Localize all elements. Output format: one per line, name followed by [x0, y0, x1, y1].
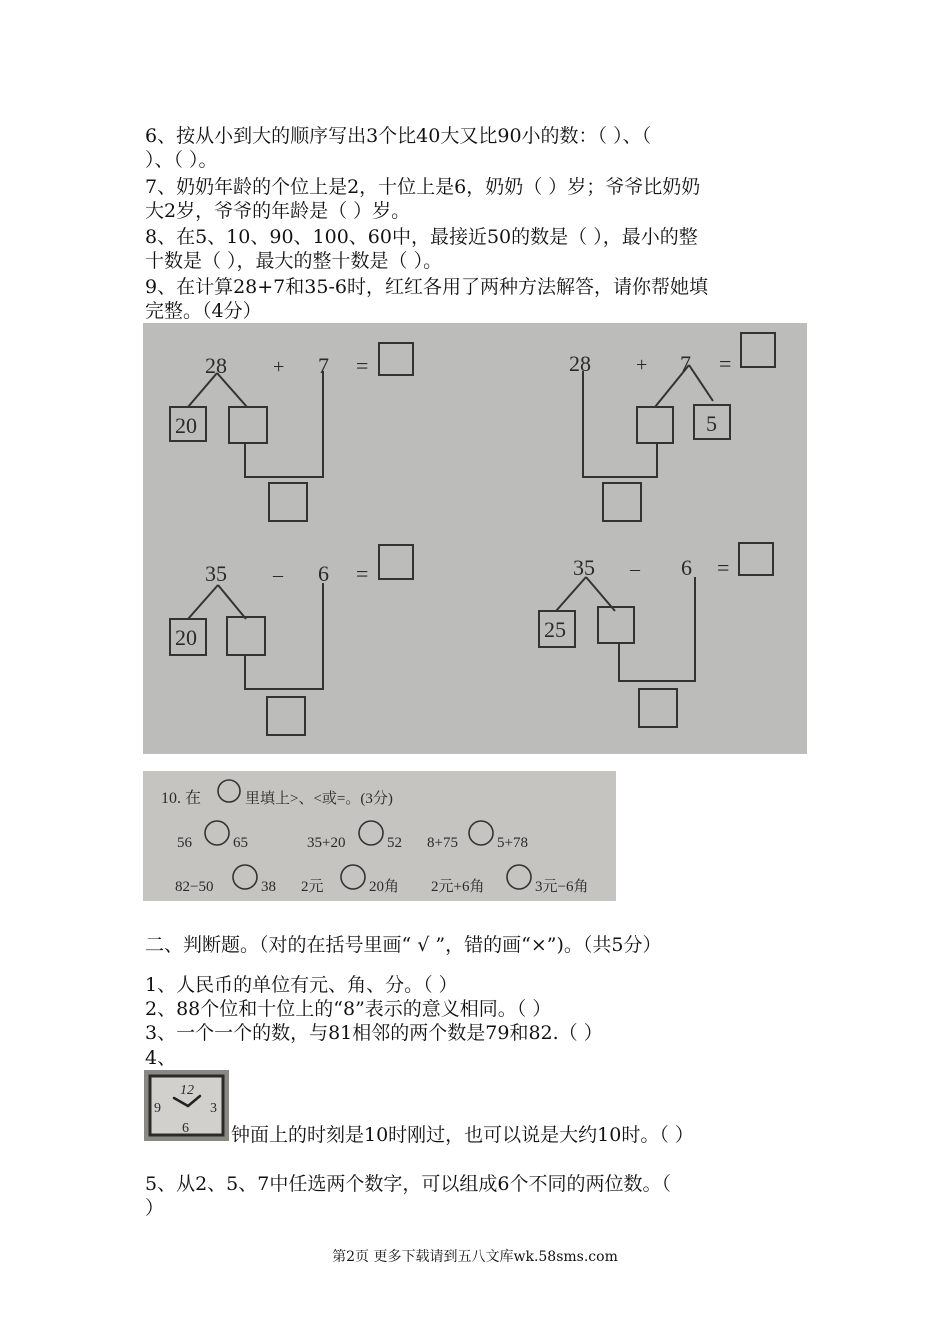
clock-number-12: 12 — [180, 1083, 194, 1098]
judge-item-2: 2、88个位和十位上的“8”表示的意义相同。（ ） — [145, 998, 552, 1020]
tr-operand-a: 28 — [569, 351, 591, 376]
tr-box-value: 5 — [706, 411, 717, 436]
bl-equals: = — [356, 561, 369, 586]
q10-r1c2-left: 35+20 — [307, 835, 346, 851]
q10-instruction: 里填上>、<或=。(3分) — [245, 791, 393, 807]
question-7-line2: 大2岁，爷爷的年龄是（ ）岁。 — [145, 200, 411, 222]
question-6-line2: ）、（ ）。 — [145, 149, 218, 171]
br-operator: – — [630, 558, 640, 580]
q10-r2c1-left: 82−50 — [175, 879, 214, 895]
question-10-photo — [143, 771, 616, 901]
page-footer: 第2页 更多下载请到五八文库wk.58sms.com — [332, 1249, 618, 1265]
q10-r1c1-right: 65 — [233, 835, 248, 851]
judge-item-5-line2: ） — [145, 1197, 165, 1219]
question-8-line2: 十数是（ ），最大的整十数是（ ）。 — [145, 250, 443, 272]
judge-item-1: 1、人民币的单位有元、角、分。（ ） — [145, 974, 458, 996]
question-9-line1: 9、在计算28+7和35-6时，红红各用了两种方法解答，请你帮她填 — [145, 276, 708, 298]
clock-number-9: 9 — [154, 1101, 161, 1116]
q10-r2c1-right: 38 — [261, 879, 276, 895]
tr-operand-b: 7 — [680, 351, 691, 376]
question-8-line1: 8、在5、10、90、100、60中，最接近50的数是（ ），最小的整 — [145, 226, 698, 248]
q10-r1c1-left: 56 — [177, 835, 192, 851]
br-operand-b: 6 — [681, 555, 692, 580]
br-box-value: 25 — [544, 617, 566, 642]
bl-operand-a: 35 — [205, 561, 227, 586]
judge-item-4-label: 4、 — [145, 1047, 177, 1069]
question-9-diagram-photo — [143, 323, 807, 754]
judge-item-4-text: 钟面上的时刻是10时刚过，也可以说是大约10时。（ ） — [231, 1124, 694, 1146]
tl-operand-b: 7 — [318, 353, 329, 378]
tl-operand-a: 28 — [205, 353, 227, 378]
bl-operand-b: 6 — [318, 561, 329, 586]
question-9-line2: 完整。（4分） — [145, 300, 262, 322]
q10-r1c2-right: 52 — [387, 835, 402, 851]
q10-r2c2-right: 20角 — [369, 879, 400, 895]
tl-operator: + — [273, 356, 285, 378]
clock-number-6: 6 — [182, 1121, 189, 1136]
br-operand-a: 35 — [573, 555, 595, 580]
section-2-title: 二、判断题。（对的在括号里画“ √ ”，错的画“×”)。（共5分） — [145, 934, 662, 956]
br-equals: = — [717, 555, 730, 580]
tr-operator: + — [636, 354, 648, 376]
q10-r2c3-right: 3元−6角 — [535, 879, 589, 895]
clock-number-3: 3 — [210, 1101, 217, 1116]
judge-item-5-line1: 5、从2、5、7中任选两个数字，可以组成6个不同的两位数。（ — [145, 1173, 671, 1195]
question-7-line1: 7、奶奶年龄的个位上是2，十位上是6，奶奶（ ）岁；爷爷比奶奶 — [145, 176, 701, 198]
q10-r1c3-right: 5+78 — [497, 835, 528, 851]
question-6-line1: 6、按从小到大的顺序写出3个比40大又比90小的数：（ ）、（ — [145, 125, 652, 147]
bl-box-value: 20 — [175, 625, 197, 650]
q10-r2c2-left: 2元 — [301, 879, 324, 895]
tl-equals: = — [356, 353, 369, 378]
tl-box-value: 20 — [175, 413, 197, 438]
q10-prefix: 10. 在 — [161, 790, 202, 807]
bl-operator: – — [273, 564, 283, 586]
q10-r1c3-left: 8+75 — [427, 835, 458, 851]
judge-item-3: 3、一个一个的数，与81相邻的两个数是79和82.（ ） — [145, 1022, 603, 1044]
tr-equals: = — [719, 351, 732, 376]
q10-r2c3-left: 2元+6角 — [431, 879, 485, 895]
clock-photo — [144, 1070, 229, 1141]
